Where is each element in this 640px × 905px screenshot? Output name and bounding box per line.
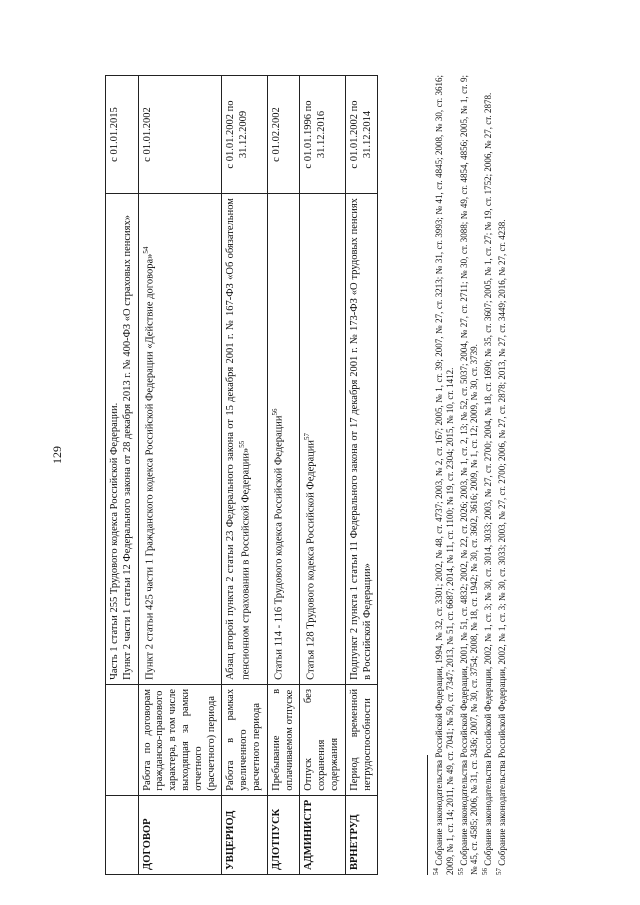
description-cell: Период временной нетрудоспособности <box>345 684 378 795</box>
footnote <box>495 75 508 875</box>
description-cell: Пребывание в оплачиваемом отпуске <box>267 684 300 795</box>
page-number: 129 <box>50 446 64 464</box>
basis-cell <box>300 194 345 685</box>
table-row <box>138 76 222 875</box>
date-cell: с 01.01.2002 по 31.12.2009 <box>222 76 267 194</box>
table-row <box>345 76 378 875</box>
basis-cell <box>138 194 222 685</box>
date-cell: с 01.02.2002 <box>267 76 300 194</box>
date-cell: с 01.01.1996 по 31.12.2016 <box>300 76 345 194</box>
code-cell: УВЦЕРИОД <box>222 795 267 874</box>
code-cell: ВРНЕТРУД <box>345 795 378 874</box>
description-cell <box>106 684 139 795</box>
footnote-text: Собрание законодательства Российской Федерации, 1994, № 32, ст. 3301; 2002, № 48, ст. 4737; 2003, № 2, ст. 167; 2005, № 1, ст. 39; 2007, № 27, ст. 3213; № 31, ст. 3993; № 41, ст. 4845; 2008, № 30, ст. 3616; 2009, № 1, ст. 14; 2011, № 49, ст. 7041; № 50, ст. 7347; 2013, № 51, ст. 6687; 2014, № 11, ст. 1100; № 19, ст. 2304; 2015, № 10, ст. 1412. <box>434 75 455 875</box>
date-cell: с 01.01.2015 <box>106 76 139 194</box>
description-cell: Работа в рамках увеличенного расчетного периода <box>222 684 267 795</box>
date-cell: с 01.01.2002 <box>138 76 222 194</box>
footnote-ref: 54 <box>141 246 150 254</box>
footnote <box>481 75 494 875</box>
footnote-number: 54 <box>432 868 440 875</box>
basis-cell <box>222 194 267 685</box>
footnote <box>432 75 456 875</box>
footnotes <box>432 75 509 875</box>
basis-cell <box>345 194 378 685</box>
table-row <box>106 76 139 875</box>
code-cell <box>106 795 139 874</box>
footnote-ref: 56 <box>270 408 279 416</box>
footnote-separator <box>427 755 428 875</box>
basis-cell <box>106 194 139 685</box>
footnote-text: Собрание законодательства Российской Федерации, 2001, № 51, ст. 4832; 2002, № 22, ст. 2026; 2003, № 1, ст. 2, 13; № 52, ст. 5037; 2004, № 27, ст. 2711; № 30, ст. 3088; № 49, ст. 4854, 4856; 2005, № 1, ст. 9; № 45, ст. 4585; 2006, № 31, ст. 3436; 2007, № 30, ст. 3754; 2008, № 18, ст. 1942; № 30, ст. 3602, 3616; 2009, № 1, ст. 12; 2009, № 30, ст. 3739. <box>458 74 480 875</box>
table-row <box>300 76 345 875</box>
footnote-ref: 55 <box>238 440 247 448</box>
basis-text: Абзац второй пункта 2 статьи 23 Федерального закона от 15 декабря 2001 г. № 167-ФЗ «Об обязательном пенсионном страховании в Российской Федерации» <box>225 198 252 680</box>
footnote-text: Собрание законодательства Российской Федерации, 2002, № 1, ст. 3; № 30, ст. 3014, 3033; 2003, № 27, ст. 2700; 2004, № 18, ст. 1690; № 35, ст. 3607; 2005, № 1, ст. 27; № 19, ст. 1752; 2006, № 27, ст. 2878. <box>483 92 494 866</box>
footnote <box>457 75 481 875</box>
footnote-number: 56 <box>481 868 490 875</box>
basis-cell <box>267 194 300 685</box>
basis-text: Статьи 114 - 116 Трудового кодекса Российской Федерации <box>273 415 285 680</box>
table-row <box>267 76 300 875</box>
description-cell: Отпуск без сохранения содержания <box>300 684 345 795</box>
basis-line: Часть 1 статьи 255 Трудового кодекса Российской Федерации. <box>109 402 120 680</box>
footnote-ref: 57 <box>303 432 312 440</box>
code-cell: ДОГОВОР <box>138 795 222 874</box>
basis-text: Статья 128 Трудового кодекса Российской Федерации <box>305 439 317 680</box>
table-row <box>222 76 267 875</box>
date-cell: с 01.01.2002 по 31.12.2014 <box>345 76 378 194</box>
basis-text: Пункт 2 статьи 425 части 1 Гражданского кодекса Российской Федерации «Действие договора» <box>144 253 156 680</box>
basis-line: Пункт 2 части 1 статьи 12 Федерального закона от 28 декабря 2013 г. № 400-ФЗ «О страховых пенсиях» <box>121 215 133 680</box>
footnote-number: 55 <box>456 868 465 875</box>
activity-codes-table <box>105 75 378 875</box>
code-cell: ДЛОТПУСК <box>267 795 300 874</box>
basis-text: Подпункт 2 пункта 1 статьи 11 Федерального закона от 17 декабря 2001 г. № 173-ФЗ «О трудовых пенсиях в Российской Федерации» <box>348 198 373 680</box>
footnote-number: 57 <box>494 868 503 875</box>
code-cell: АДМИНИСТР <box>300 795 345 874</box>
footnote-text: Собрание законодательства Российской Федерации, 2002, № 1, ст. 3; № 30, ст. 3033; 2003, № 27, ст. 2700; 2006, № 27, ст. 2878; 2013, № 27, ст. 3449; 2016, № 27, ст. 4238. <box>496 219 507 866</box>
description-cell: Работа по договорам гражданско-правового характера, в том числе выходящая за рамки отчетного (расчетного) периода <box>138 684 222 795</box>
